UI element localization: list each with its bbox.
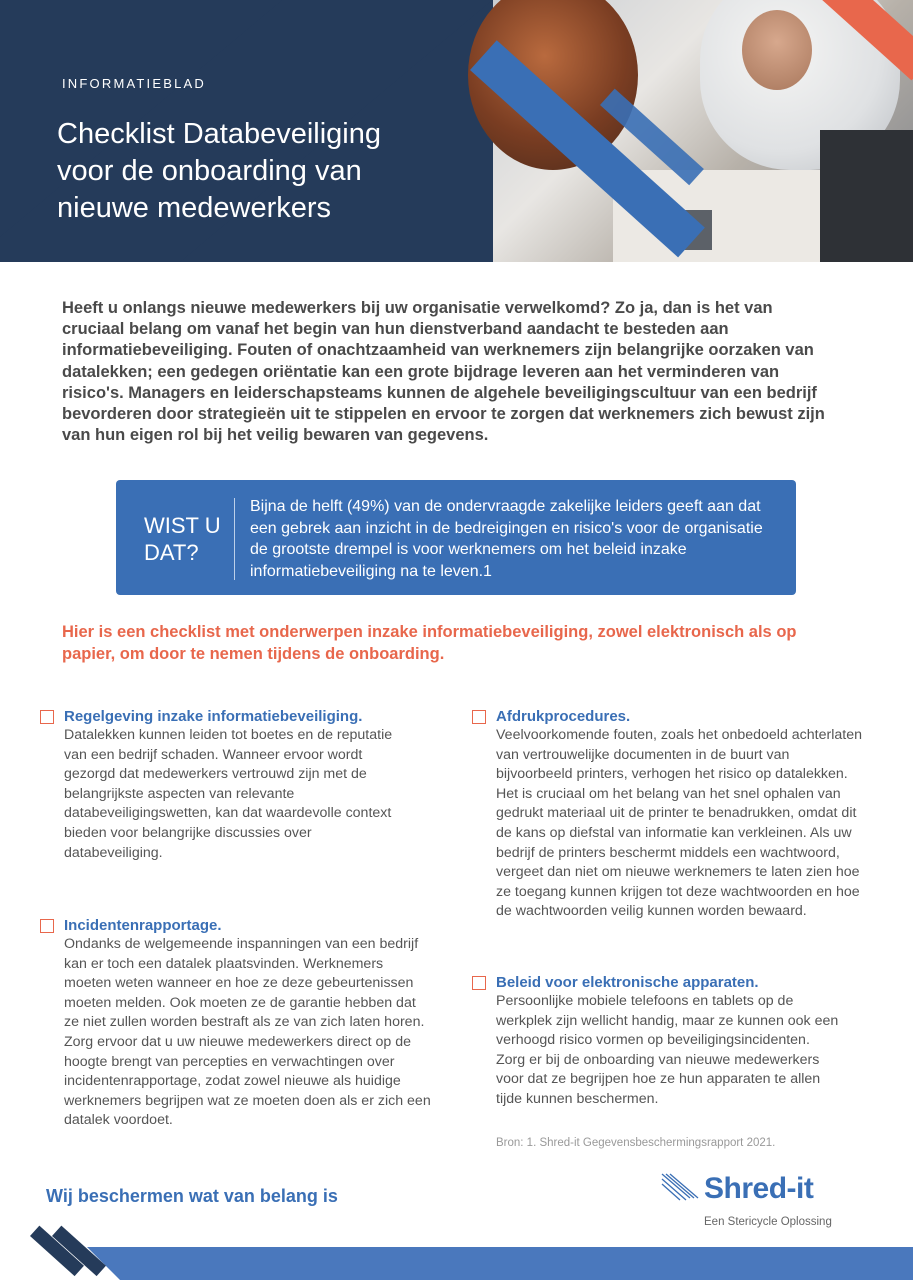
footer-band — [0, 1247, 913, 1280]
checklist-item-body: Datalekken kunnen leiden tot boetes en de reputatie van een bedrijf schaden. Wanneer ervoor wordt gezorgd dat medewerkers vertrouwd zijn met de belangrijkste aspecten van relevante databeveiligingswetten, kan dat waardevolle context bieden voor belangrijke discussies over databeveiliging. — [64, 727, 393, 861]
photo-laptop — [820, 130, 913, 262]
photo-person-man-head — [742, 10, 812, 90]
did-you-know-divider — [234, 498, 235, 580]
source-note: Bron: 1. Shred-it Gegevensbeschermingsrapport 2021. — [496, 1137, 776, 1149]
checklist-item-body: Ondanks de welgemeende inspanningen van een bedrijf kan er toch een datalek plaatsvinden. Werknemers moeten weten wanneer en hoe ze deze gebeurtenissen moeten melden. Ook moeten ze de garantie hebben dat ze niet zullen worden bestraft als ze van zich laten horen. Zorg ervoor dat u uw nieuwe medewerkers direct op de hoogte brengt van percepties en verwachtingen over incidentenrapportage, zodat zowel nieuwe als huidige werknemers begrijpen wat ze moeten doen als er zich een datalek voordoet. — [64, 936, 431, 1129]
shred-it-logo — [660, 1168, 860, 1238]
checkbox-icon[interactable] — [472, 710, 486, 724]
checklist-item-title: Regelgeving inzake informatiebeveiliging. — [64, 708, 363, 725]
intro-paragraph: Heeft u onlangs nieuwe medewerkers bij uw organisatie verwelkomd? Zo ja, dan is het van cruciaal belang om vanaf het begin van hun dienstverband aandacht te besteden aan informatiebeveiliging. Fouten of onachtzaamheid van werknemers zijn belangrijke oorzaken van datalekken; een gedegen oriëntatie kan een grote bijdrage leveren aan het verminderen van risico's. Managers en leiderschapsteams kunnen de algehele beveiligingscultuur van een bedrijf bevorderen door strategieën uit te stippelen en ervoor te zorgen dat werknemers zich bewust zijn van hun eigen rol bij het veilig bewaren van gegevens. — [62, 299, 825, 445]
checklist-item-body: Veelvoorkomende fouten, zoals het onbedoeld achterlaten van vertrouwelijke documenten in de buurt van bijvoorbeeld printers, verhogen het risico op datalekken. Het is cruciaal om het belang van het snel ophalen van gedrukt materiaal uit de printer te benadrukken, omdat dit de kans op diefstal van informatie kan verkleinen. Als uw bedrijf de printers beschermt middels een wachtwoord, vergeet dan niet om nieuwe werknemers te laten zien hoe ze toegang kunnen krijgen tot deze wachtwoorden en hoe de wachtwoorden veilig kunnen worden bewaard. — [496, 727, 862, 920]
checklist-item-body: Persoonlijke mobiele telefoons en tablets op de werkplek zijn wellicht handig, maar ze kunnen ook een verhoogd risico vormen op beveiligingsincidenten. Zorg er bij de onboarding van nieuwe medewerkers voor dat ze begrijpen hoe ze hun apparaten te allen tijde kunnen beschermen. — [496, 993, 839, 1107]
shred-it-logo-icon — [660, 1172, 700, 1202]
checkbox-icon[interactable] — [472, 976, 486, 990]
checklist-item-title: Afdrukprocedures. — [496, 708, 631, 725]
checkbox-icon[interactable] — [40, 710, 54, 724]
checklist-item-title: Beleid voor elektronische apparaten. — [496, 974, 759, 991]
eyebrow-label: INFORMATIEBLAD — [62, 76, 206, 91]
page-title: Checklist Databeveiliging voor de onboarding van nieuwe medewerkers — [57, 118, 381, 224]
checklist-item-title: Incidentenrapportage. — [64, 917, 222, 934]
did-you-know-text: Bijna de helft (49%) van de ondervraagde zakelijke leiders geeft aan dat een gebrek aan inzicht in de bedreigingen en risico's voor de organisatie de grootste drempel is voor werknemers om het beleid inzake informatiebeveiliging na te leven.1 — [250, 498, 763, 580]
did-you-know-label: WIST U DAT? — [144, 513, 221, 565]
header-banner — [0, 0, 913, 262]
checkbox-icon[interactable] — [40, 919, 54, 933]
logo-subline: Een Stericycle Oplossing — [704, 1216, 832, 1228]
checklist-lead: Hier is een checklist met onderwerpen inzake informatiebeveiliging, zowel elektronisch als op papier, om door te nemen tijdens de onboarding. — [62, 623, 797, 663]
did-you-know-box — [116, 480, 796, 595]
footer-tagline: Wij beschermen wat van belang is — [46, 1186, 338, 1206]
logo-wordmark: Shred-it — [704, 1172, 814, 1205]
